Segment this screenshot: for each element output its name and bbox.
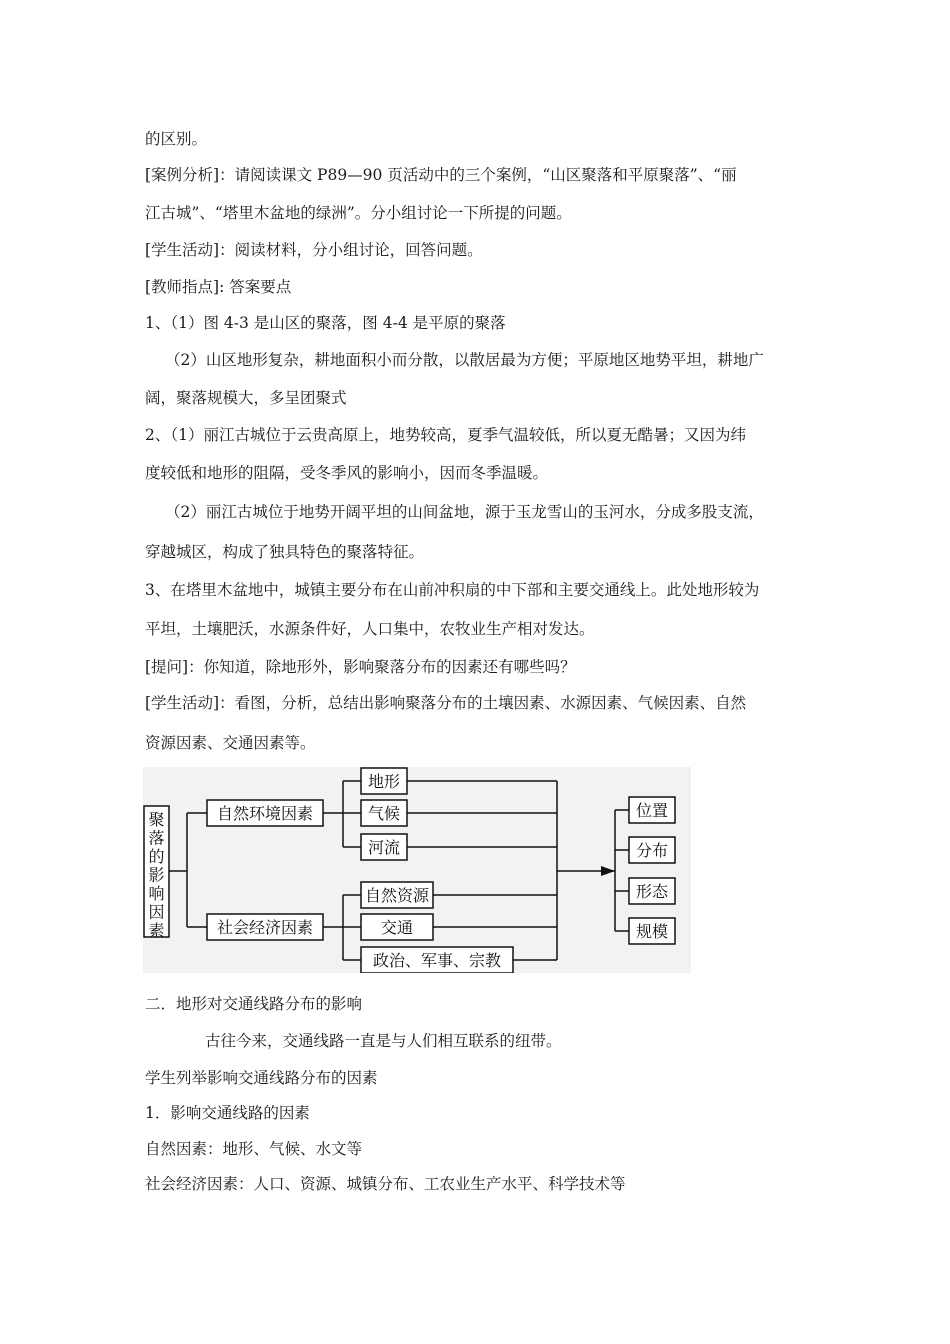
text-line: [案例分析]：请阅读课文 P89—90 页活动中的三个案例，“山区聚落和平原聚落”、“丽 (145, 166, 737, 184)
root-label-char: 落 (148, 828, 165, 848)
social-item-label: 自然资源 (364, 886, 430, 905)
root-label-char: 影 (148, 865, 165, 885)
root-label-char: 因 (148, 902, 165, 922)
root-label-char: 素 (148, 921, 165, 940)
section-heading: 二．地形对交通线路分布的影响 (145, 995, 363, 1013)
text-line: [教师指点]: 答案要点 (145, 278, 292, 296)
root-label-char: 聚 (148, 810, 165, 829)
text-line: （2）山区地形复杂，耕地面积小而分散，以散居最为方便；平原地区地势平坦，耕地广 (165, 351, 764, 369)
text-line: 江古城”、“塔里木盆地的绿洲”。分小组讨论一下所提的问题。 (145, 204, 572, 222)
social-item-label: 政治、军事、宗教 (372, 951, 502, 970)
outcome-label: 位置 (635, 801, 669, 820)
text-line: 度较低和地形的阻隔，受冬季风的影响小，因而冬季温暖。 (145, 464, 549, 482)
text-line: 自然因素：地形、气候、水文等 (145, 1140, 363, 1158)
natural-item-label: 河流 (367, 838, 401, 857)
natural-item-label: 气候 (367, 804, 401, 823)
text-line: 1、（1）图 4-3 是山区的聚落，图 4-4 是平原的聚落 (145, 314, 506, 332)
text-line: 穿越城区，构成了独具特色的聚落特征。 (145, 543, 425, 561)
social-item-label: 交通 (380, 918, 414, 937)
root-label-char: 的 (148, 847, 165, 866)
text-line: 3、在塔里木盆地中，城镇主要分布在山前冲积扇的中下部和主要交通线上。此处地形较为 (145, 581, 760, 599)
text-line: 阔，聚落规模大，多呈团聚式 (145, 389, 347, 407)
outcome-label: 形态 (635, 882, 669, 901)
text-line: （2）丽江古城位于地势开阔平坦的山间盆地，源于玉龙雪山的玉河水，分成多股支流， (165, 503, 764, 521)
social-factors-label: 社会经济因素 (216, 918, 314, 937)
settlement-factors-diagram (143, 767, 691, 973)
text-line: 古往今来，交通线路一直是与人们相互联系的纽带。 (205, 1032, 562, 1050)
text-line: [提问]：你知道，除地形外，影响聚落分布的因素还有哪些吗？ (145, 658, 576, 676)
natural-item-label: 地形 (367, 772, 401, 791)
text-line: 社会经济因素：人口、资源、城镇分布、工农业生产水平、科学技术等 (145, 1175, 626, 1193)
outcome-label: 规模 (635, 922, 669, 941)
text-line: 2、（1）丽江古城位于云贵高原上，地势较高，夏季气温较低，所以夏无酷暑；又因为纬 (145, 426, 746, 444)
text-line: 平坦，土壤肥沃，水源条件好，人口集中，农牧业生产相对发达。 (145, 620, 595, 638)
root-label (148, 810, 164, 940)
root-label-char: 响 (148, 884, 165, 903)
natural-factors-label: 自然环境因素 (216, 804, 314, 823)
outcome-label: 分布 (635, 841, 669, 860)
text-line: 1．影响交通线路的因素 (145, 1104, 310, 1122)
text-line: 的区别。 (145, 130, 208, 148)
text-line: [学生活动]：阅读材料，分小组讨论，回答问题。 (145, 241, 483, 259)
text-line: 资源因素、交通因素等。 (145, 734, 316, 752)
text-line: 学生列举影响交通线路分布的因素 (145, 1069, 378, 1087)
text-line: [学生活动]：看图，分析，总结出影响聚落分布的土壤因素、水源因素、气候因素、自然 (145, 694, 747, 712)
